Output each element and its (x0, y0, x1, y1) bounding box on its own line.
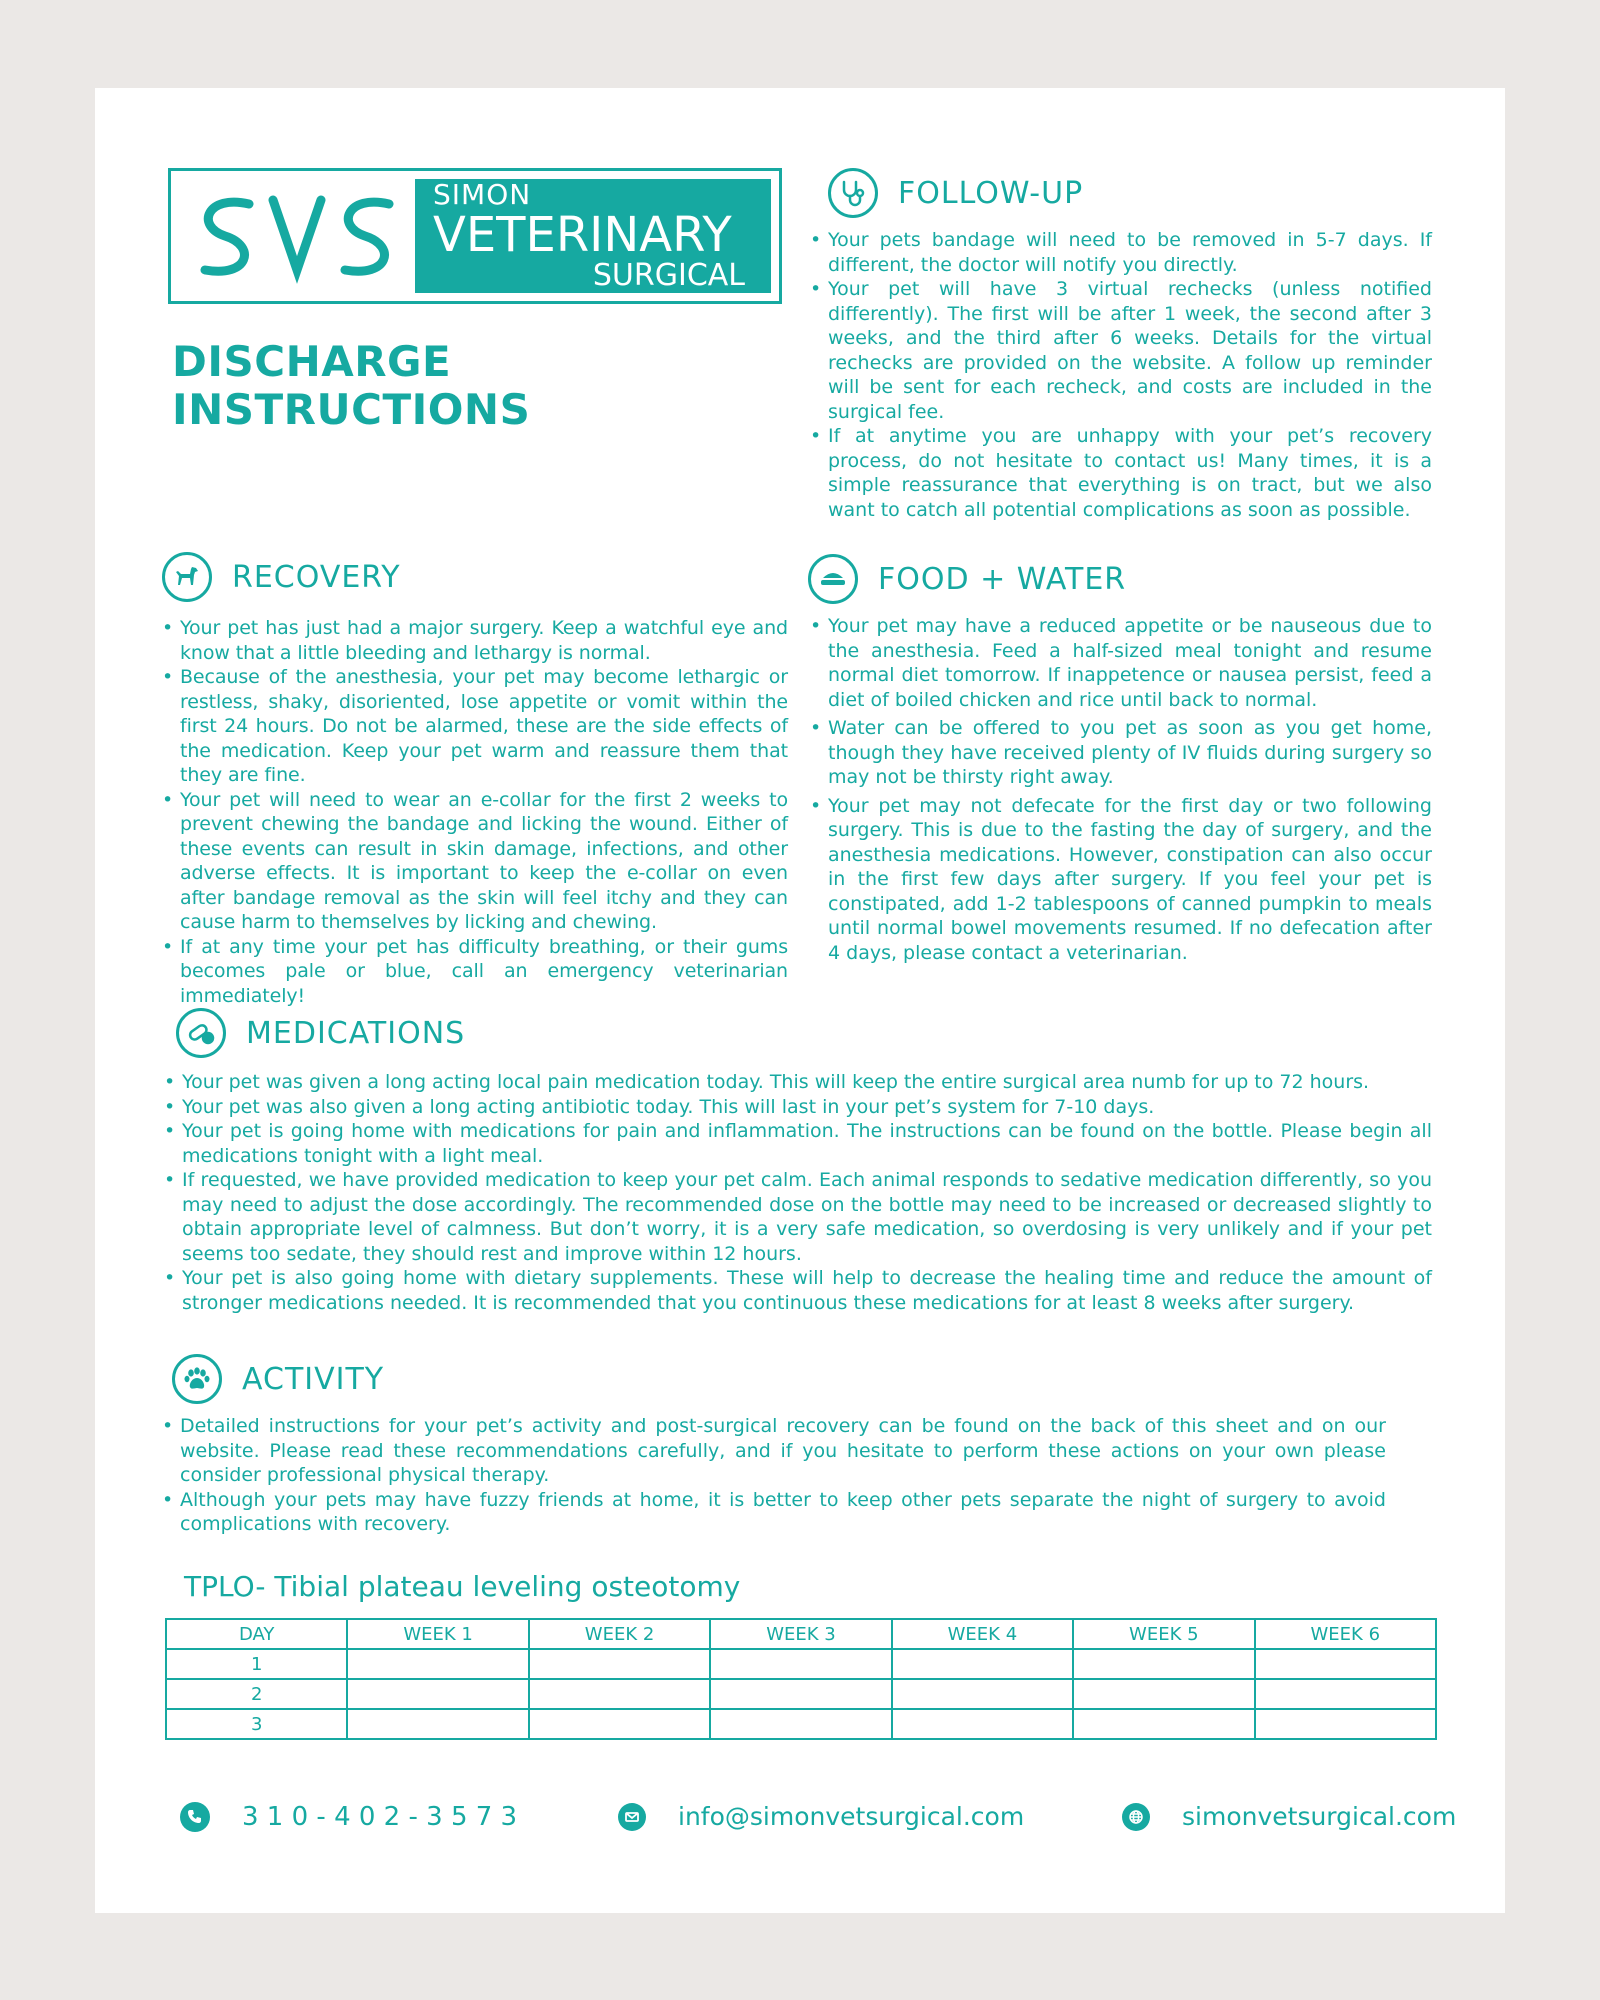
list-item: • Because of the anesthesia, your pet may become lethargic or restless, shaky, disoriented, lose appetite or vomit within the first 24 hours. Do not be alarmed, these are the side effects of the medication. Keep your pet warm and reassure them that they are fine. (162, 665, 788, 788)
logo-text-veterinary: VETERINARY (433, 207, 732, 263)
food-water-header (808, 554, 1126, 604)
list-item: • Detailed instructions for your pet’s activity and post-surgical recovery can be found on the back of this sheet and on our website. Please read these recommendations carefully, and if you hesitate to perform these actions on your own please consider professional physical therapy. (162, 1414, 1386, 1488)
table-row (166, 1709, 1436, 1739)
recovery-list (162, 616, 788, 1008)
list-item: • Your pet may not defecate for the first day or two following surgery. This is due to the fasting the day of surgery, and the anesthesia medications. However, constipation can also occur in the first few days after surgery. If you feel your pet is constipated, add 1-2 tablespoons of canned pumpkin to meals until normal bowel movements resumed. If no defecation after 4 days, please contact a veterinarian. (810, 794, 1432, 966)
contact-email[interactable] (618, 1802, 1024, 1831)
table-row (166, 1679, 1436, 1709)
food-water-list (810, 614, 1432, 969)
entry-cell[interactable] (529, 1649, 710, 1679)
list-item: • Your pet was also given a long acting antibiotic today. This will last in your pet’s system for 7-10 days. (164, 1095, 1432, 1120)
email-address: info@simonvetsurgical.com (678, 1802, 1025, 1831)
table-header-row (166, 1619, 1436, 1649)
entry-cell[interactable] (1255, 1679, 1436, 1709)
table-header-cell: WEEK 3 (710, 1619, 891, 1649)
entry-cell[interactable] (347, 1679, 528, 1709)
followup-list (810, 228, 1432, 522)
list-item: • Water can be offered to you pet as soon as you get home, though they have received plenty of IV fluids during surgery so may not be thirsty right away. (810, 716, 1432, 790)
day-cell: 2 (166, 1679, 347, 1709)
globe-icon (1122, 1803, 1150, 1831)
entry-cell[interactable] (710, 1709, 891, 1739)
paw-icon (172, 1354, 222, 1404)
followup-title: FOLLOW-UP (898, 175, 1084, 211)
recovery-title: RECOVERY (232, 559, 401, 595)
entry-cell[interactable] (710, 1679, 891, 1709)
table-header-cell: WEEK 5 (1073, 1619, 1254, 1649)
entry-cell[interactable] (347, 1709, 528, 1739)
list-item: • Your pet will need to wear an e-collar for the first 2 weeks to prevent chewing the bandage and licking the wound. Either of these events can result in skin damage, infections, and other adverse effects. It is important to keep the e-collar on even after bandage removal as the skin will feel itchy and they can cause harm to themselves by licking and chewing. (162, 788, 788, 935)
list-item: • Your pets bandage will need to be removed in 5-7 days. If different, the doctor will notify you directly. (810, 228, 1432, 277)
table-header-cell: WEEK 2 (529, 1619, 710, 1649)
logo-text-surgical: SURGICAL (592, 258, 745, 293)
entry-cell[interactable] (892, 1709, 1073, 1739)
table-header-cell: DAY (166, 1619, 347, 1649)
list-item: • Your pet will have 3 virtual rechecks (unless notified differently). The first will be after 1 week, the second after 3 weeks, and the third after 6 weeks. Details for the virtual rechecks are provided on the website. A follow up reminder will be sent for each recheck, and costs are included in the surgical fee. (810, 277, 1432, 424)
day-cell: 1 (166, 1649, 347, 1679)
stethoscope-icon (828, 168, 878, 218)
contact-phone[interactable] (180, 1802, 517, 1832)
list-item: • If requested, we have provided medication to keep your pet calm. Each animal responds to sedative medication differently, so you may need to adjust the dose accordingly. The recommended dose on the bottle may need to be increased or decreased slightly to obtain appropriate level of calmness. But don’t worry, it is a very safe medication, so overdosing is very unlikely and if your pet seems too sedate, they should rest and improve within 12 hours. (164, 1168, 1432, 1266)
entry-cell[interactable] (347, 1649, 528, 1679)
logo (168, 168, 782, 304)
phone-number: 3 1 0 - 4 0 2 - 3 5 7 3 (242, 1802, 518, 1832)
activity-title: ACTIVITY (242, 1361, 385, 1397)
medications-title: MEDICATIONS (246, 1015, 466, 1051)
pet-bowl-icon (808, 554, 858, 604)
table-row (166, 1649, 1436, 1679)
table-header-cell: WEEK 4 (892, 1619, 1073, 1649)
list-item: • Your pet has just had a major surgery. Keep a watchful eye and know that a little bleeding and lethargy is normal. (162, 616, 788, 665)
food-water-title: FOOD + WATER (878, 561, 1127, 597)
tplo-table (165, 1618, 1437, 1740)
entry-cell[interactable] (1073, 1649, 1254, 1679)
entry-cell[interactable] (529, 1709, 710, 1739)
activity-list (162, 1414, 1386, 1537)
medications-header (176, 1008, 465, 1058)
entry-cell[interactable] (529, 1679, 710, 1709)
entry-cell[interactable] (710, 1649, 891, 1679)
entry-cell[interactable] (1073, 1679, 1254, 1709)
day-cell: 3 (166, 1709, 347, 1739)
activity-header (172, 1354, 384, 1404)
medications-list (164, 1070, 1432, 1315)
dog-icon (162, 552, 212, 602)
followup-header (828, 168, 1083, 218)
list-item: • If at anytime you are unhappy with your pet’s recovery process, do not hesitate to contact us! Many times, it is a simple reassurance that everything is on tract, but we also want to catch all potential complications as soon as possible. (810, 424, 1432, 522)
table-header-cell: WEEK 1 (347, 1619, 528, 1649)
title-line-1: DISCHARGE (172, 337, 452, 386)
table-header-cell: WEEK 6 (1255, 1619, 1436, 1649)
tplo-title: TPLO- Tibial plateau leveling osteotomy (184, 1570, 741, 1603)
list-item: • Your pet is also going home with dietary supplements. These will help to decrease the healing time and reduce the amount of stronger medications needed. It is recommended that you continuous these medications for at least 8 weeks after surgery. (164, 1266, 1432, 1315)
pills-icon (176, 1008, 226, 1058)
entry-cell[interactable] (892, 1679, 1073, 1709)
mail-icon (618, 1803, 646, 1831)
entry-cell[interactable] (1255, 1649, 1436, 1679)
list-item: • If at any time your pet has difficulty breathing, or their gums becomes pale or blue, call an emergency veterinarian immediately! (162, 935, 788, 1009)
list-item: • Although your pets may have fuzzy friends at home, it is better to keep other pets separate the night of surgery to avoid complications with recovery. (162, 1488, 1386, 1537)
contact-website[interactable] (1122, 1802, 1456, 1831)
list-item: • Your pet was given a long acting local pain medication today. This will keep the entire surgical area numb for up to 72 hours. (164, 1070, 1432, 1095)
entry-cell[interactable] (1073, 1709, 1254, 1739)
logo-text-simon: SIMON (433, 178, 532, 211)
phone-icon (180, 1802, 210, 1832)
title-line-2: INSTRUCTIONS (172, 385, 531, 434)
entry-cell[interactable] (1255, 1709, 1436, 1739)
list-item: • Your pet is going home with medications for pain and inflammation. The instructions can be found on the bottle. Please begin all medications tonight with a light meal. (164, 1119, 1432, 1168)
list-item: • Your pet may have a reduced appetite or be nauseous due to the anesthesia. Feed a half-sized meal tonight and resume normal diet tomorrow. If inappetence or nausea persist, feed a diet of boiled chicken and rice until back to normal. (810, 614, 1432, 712)
recovery-header (162, 552, 401, 602)
entry-cell[interactable] (892, 1649, 1073, 1679)
website-url: simonvetsurgical.com (1182, 1802, 1457, 1831)
page-title (172, 338, 692, 434)
svs-monogram-icon (179, 179, 415, 293)
